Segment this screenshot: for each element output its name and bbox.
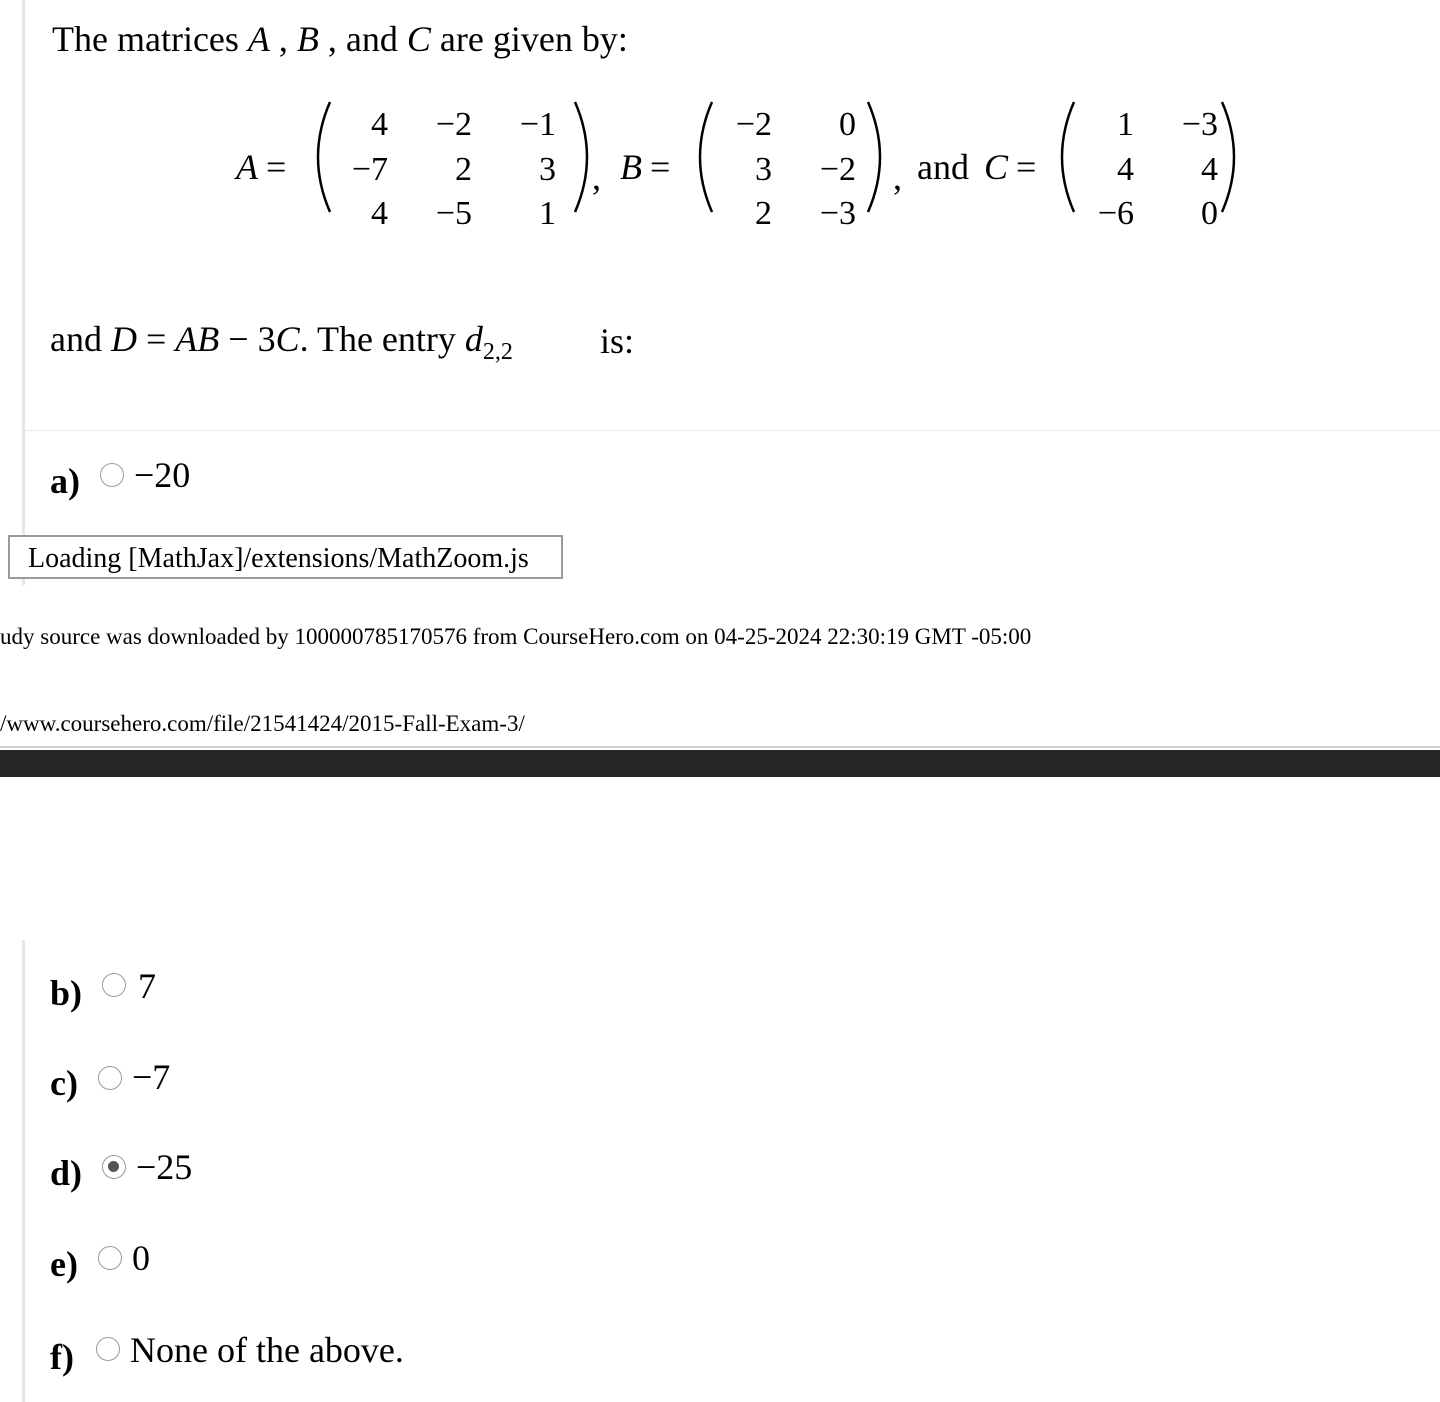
- page-separator-line: [0, 746, 1440, 748]
- intro-sep1: ,: [269, 19, 297, 59]
- prompt-entry: . The entry: [299, 319, 465, 359]
- option-letter: f): [50, 1337, 74, 1377]
- prompt-var-ab: AB: [175, 319, 220, 359]
- left-border-bottom: [22, 940, 25, 1402]
- question-prompt: [50, 318, 513, 366]
- option-value: 7: [138, 966, 156, 1006]
- comma-b: ,: [893, 157, 902, 197]
- option-letter: e): [50, 1244, 78, 1284]
- intro-var-c: C: [406, 19, 431, 59]
- intro-prefix: The matrices: [52, 19, 248, 59]
- matrix-a-cell: 1: [539, 195, 556, 232]
- option-radio[interactable]: [98, 1066, 122, 1090]
- option-radio[interactable]: [96, 1337, 120, 1361]
- prompt-var-d: D: [110, 319, 137, 359]
- option-letter: d): [50, 1153, 83, 1193]
- prompt-eq: =: [136, 319, 176, 359]
- matrix-b-cell: 3: [755, 151, 772, 188]
- option-value: −25: [136, 1147, 193, 1187]
- matrix-a-cell: −2: [435, 106, 472, 143]
- matrix-b-cell: −3: [819, 195, 856, 232]
- intro-var-a: A: [247, 19, 270, 59]
- prompt-var-c: C: [275, 319, 300, 359]
- matrix-b-cell: −2: [819, 151, 856, 188]
- page-break-bar: [0, 750, 1440, 777]
- comma-a: ,: [592, 157, 601, 197]
- matrix-b-cell: 2: [755, 195, 772, 232]
- matrix-a-cell: −1: [519, 106, 556, 143]
- label-b-var: B: [620, 147, 642, 187]
- option-value: −20: [134, 455, 191, 495]
- matrix-a-cell: 4: [371, 195, 388, 232]
- label-c-var: C: [983, 147, 1008, 187]
- label-a-var: A: [236, 147, 258, 187]
- intro-suffix: are given by:: [430, 19, 628, 59]
- option-value: 0: [132, 1238, 150, 1278]
- matrix-a-cell: 2: [455, 151, 472, 188]
- matrix-a-cell: −5: [435, 195, 472, 232]
- prompt-is: is:: [600, 321, 635, 361]
- matrix-b-cell: 0: [839, 106, 856, 143]
- option-letter: b): [50, 973, 83, 1013]
- source-url-watermark: /www.coursehero.com/file/21541424/2015-Fall-Exam-3/: [0, 711, 525, 736]
- prompt-and: and: [50, 319, 111, 359]
- matrix-a-cell: −7: [351, 151, 388, 188]
- matrix-c-cell: −6: [1097, 195, 1134, 232]
- matrix-c-cell: 4: [1117, 151, 1134, 188]
- question-intro: [52, 18, 628, 60]
- option-letter: a): [50, 461, 80, 501]
- intro-sep2: , and: [318, 19, 407, 59]
- matrix-c-cell: 1: [1117, 106, 1134, 143]
- intro-var-b: B: [296, 19, 319, 59]
- prompt-minus: − 3: [219, 319, 276, 359]
- question-divider: [25, 430, 1440, 431]
- option-value: None of the above.: [130, 1330, 404, 1370]
- matrix-a-cell: 3: [539, 151, 556, 188]
- matrix-c-cell: 0: [1201, 195, 1218, 232]
- label-a: A =: [236, 147, 287, 187]
- label-c: and C =: [917, 147, 1037, 187]
- and-text: and: [917, 147, 969, 187]
- label-b: B =: [620, 147, 671, 187]
- option-radio[interactable]: [98, 1246, 122, 1270]
- option-radio[interactable]: [100, 463, 124, 487]
- matrix-b-cell: −2: [735, 106, 772, 143]
- option-radio[interactable]: [102, 973, 126, 997]
- left-border-top: [22, 0, 25, 585]
- matrix-c-cell: −3: [1181, 106, 1218, 143]
- prompt-subscript: 2,2: [482, 339, 513, 365]
- matrix-c-cell: 4: [1201, 151, 1218, 188]
- option-letter: c): [50, 1063, 78, 1103]
- mathjax-loading-message: Loading [MathJax]/extensions/MathZoom.js: [8, 535, 563, 579]
- download-watermark: udy source was downloaded by 100000785170576 from CourseHero.com on 04-25-2024 22:30:19 GMT -05:00: [0, 624, 1032, 649]
- matrix-b-right-paren: [858, 98, 898, 216]
- matrix-c-right-paren: [1212, 98, 1252, 216]
- matrix-a-cell: 4: [371, 106, 388, 143]
- prompt-var-entry: d: [464, 319, 483, 359]
- option-radio-selected[interactable]: [102, 1155, 126, 1179]
- option-value: −7: [132, 1057, 171, 1097]
